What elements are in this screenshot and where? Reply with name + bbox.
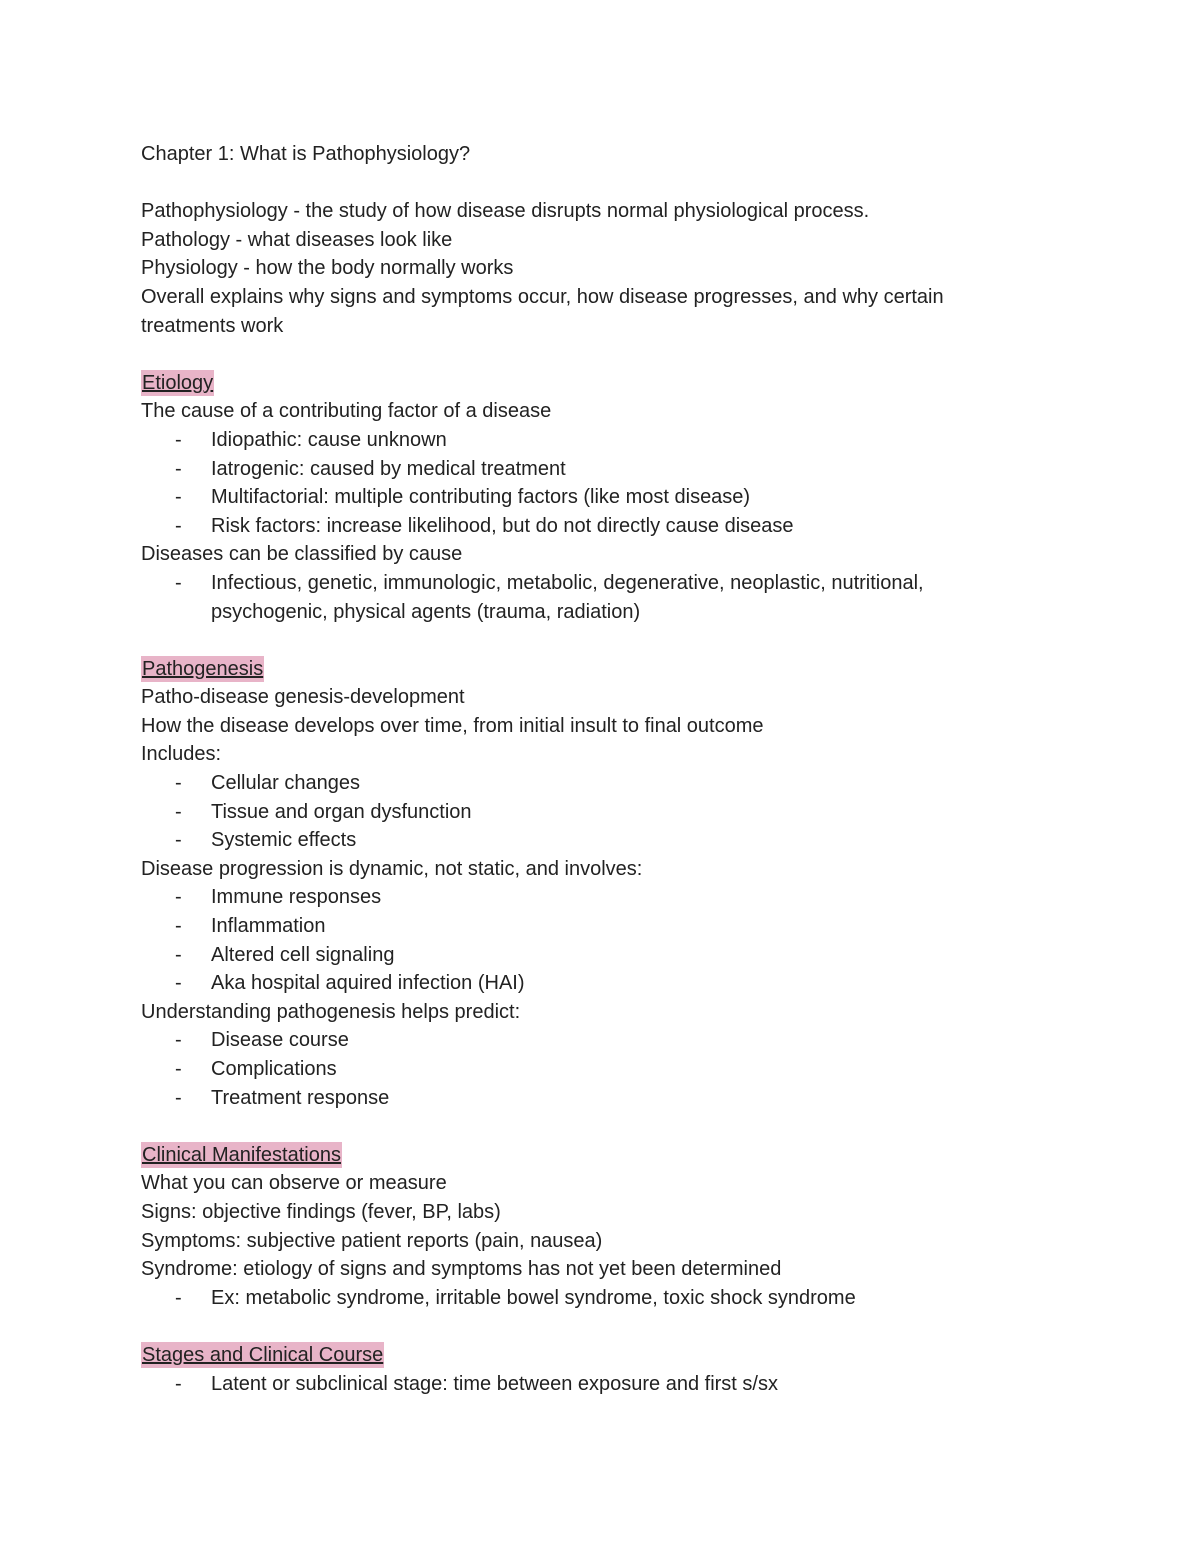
list-item: - Systemic effects (141, 826, 1080, 855)
dash-marker: - (175, 1029, 182, 1052)
text-line: Symptoms: subjective patient reports (pain, nausea) (141, 1229, 603, 1252)
dash-marker: - (175, 829, 182, 852)
dash-marker: - (175, 514, 182, 537)
dash-marker: - (175, 1058, 182, 1080)
text-line: Includes: (141, 743, 222, 766)
list-item: - Ex: metabolic syndrome, irritable bowel syndrome, toxic shock syndrome (141, 1284, 1080, 1313)
dash-marker: - (175, 772, 182, 795)
intro-line: Overall explains why signs and symptoms occur, how disease progresses, and why certain treatments work (141, 285, 944, 337)
text-line: The cause of a contributing factor of a disease (141, 400, 552, 423)
list-item: - Latent or subclinical stage: time between exposure and first s/sx (141, 1370, 1080, 1399)
list-item: - Inflammation (141, 912, 1080, 941)
section-heading-clinical-manifestations: Clinical Manifestations (142, 1143, 341, 1166)
list-item: - Immune responses (141, 883, 1080, 912)
dash-marker: - (175, 428, 182, 451)
text-line: Syndrome: etiology of signs and symptoms has not yet been determined (141, 1258, 782, 1281)
list-item: - Risk factors: increase likelihood, but do not directly cause disease (141, 512, 1080, 541)
dash-marker: - (175, 457, 182, 480)
text-line: Patho-disease genesis-development (141, 686, 465, 709)
list-item: - Cellular changes (141, 769, 1080, 798)
intro-line: Physiology - how the body normally works (141, 257, 514, 280)
page-title: Chapter 1: What is Pathophysiology? (141, 143, 471, 165)
list-item: - Disease course (141, 1026, 1080, 1055)
dash-marker: - (175, 1086, 182, 1109)
list-item: - Aka hospital aquired infection (HAI) (141, 969, 1080, 998)
list-item: - Idiopathic: cause unknown (141, 426, 1080, 455)
dash-marker: - (175, 1372, 182, 1395)
intro-line: Pathophysiology - the study of how disease disrupts normal physiological process. (141, 200, 870, 223)
list-item: - Multifactorial: multiple contributing factors (like most disease) (141, 483, 1080, 512)
section-heading-stages: Stages and Clinical Course (142, 1343, 384, 1366)
dash-marker: - (175, 886, 182, 909)
dash-marker: - (175, 915, 182, 938)
dash-marker: - (175, 486, 182, 509)
section-heading-etiology: Etiology (142, 371, 214, 394)
list-item: - Altered cell signaling (141, 941, 1080, 970)
dash-marker: - (175, 943, 182, 966)
list-item: - Iatrogenic: caused by medical treatment (141, 455, 1080, 484)
section-heading-pathogenesis: Pathogenesis (142, 657, 264, 680)
dash-marker: - (175, 972, 182, 995)
list-item: - Tissue and organ dysfunction (141, 798, 1080, 827)
list-item: - Infectious, genetic, immunologic, metabolic, degenerative, neoplastic, nutritional, psychogenic, physical agents (trauma, radiation) (141, 569, 1001, 626)
dash-marker: - (175, 1286, 182, 1309)
list-item: - Complications (141, 1055, 1080, 1084)
dash-marker: - (175, 800, 182, 823)
text-line: What you can observe or measure (141, 1172, 447, 1195)
dash-marker: - (175, 571, 182, 594)
text-line: Disease progression is dynamic, not static, and involves: (141, 857, 643, 880)
text-line: How the disease develops over time, from initial insult to final outcome (141, 714, 764, 737)
text-line: Signs: objective findings (fever, BP, labs) (141, 1200, 501, 1223)
text-line: Understanding pathogenesis helps predict: (141, 1000, 521, 1023)
list-item: - Treatment response (141, 1084, 1080, 1113)
text-line: Diseases can be classified by cause (141, 543, 463, 566)
intro-line: Pathology - what diseases look like (141, 228, 453, 251)
